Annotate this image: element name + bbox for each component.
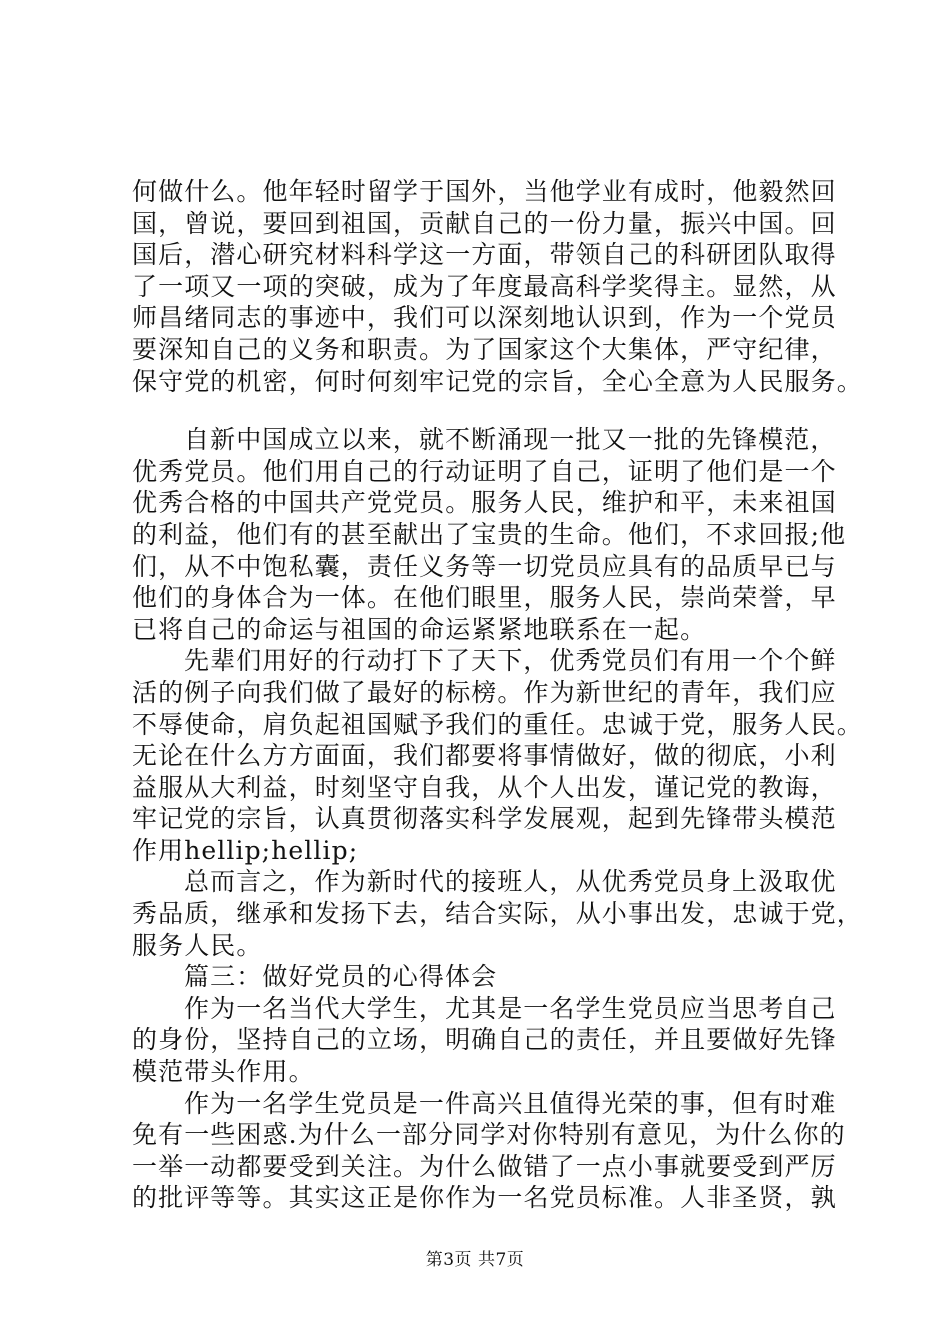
paragraph [132, 645, 863, 866]
text-line: 他们的身体合为一体。在他们眼里，服务人民，崇尚荣誉，早 [132, 583, 837, 613]
paragraph [132, 961, 852, 993]
paragraph [132, 424, 852, 645]
text-line: 国后，潜心研究材料科学这一方面，带领自己的科研团队取得 [132, 240, 837, 270]
text-line: 总而言之，作为新时代的接班人，从优秀党员身上汲取优 [184, 867, 837, 897]
text-line: 活的例子向我们做了最好的标榜。作为新世纪的青年，我们应 [132, 677, 837, 707]
text-line: 何做什么。他年轻时留学于国外，当他学业有成时，他毅然回 [132, 177, 837, 206]
text-line: 无论在什么方方面面，我们都要将事情做好，做的彻底，小利 [132, 741, 837, 771]
text-line: 优秀党员。他们用自己的行动证明了自己，证明了他们是一个 [132, 456, 837, 486]
text-line: 服务人民。 [132, 930, 263, 960]
text-line: 的利益，他们有的甚至献出了宝贵的生命。他们，不求回报;他 [132, 519, 847, 549]
text-line: 已将自己的命运与祖国的命运紧紧地联系在一起。 [132, 614, 707, 644]
text-line: 益服从大利益，时刻坚守自我，从个人出发，谨记党的教诲， [132, 772, 837, 802]
text-line: 模范带头作用。 [132, 1057, 315, 1087]
paragraph-gap [132, 397, 852, 424]
text-line: 作用hellip;hellip; [132, 835, 359, 865]
text-line: 不辱使命，肩负起祖国赋予我们的重任。忠诚于党，服务人民。 [132, 709, 863, 739]
paragraph [132, 866, 863, 961]
paragraph [132, 176, 863, 397]
text-line: 们，从不中饱私囊，责任义务等一切党员应具有的品质早已与 [132, 551, 837, 581]
text-line: 作为一名当代大学生，尤其是一名学生党员应当思考自己 [184, 993, 837, 1023]
text-line: 牢记党的宗旨，认真贯彻落实科学发展观，起到先锋带头模范 [132, 804, 837, 834]
text-line: 了一项又一项的突破，成为了年度最高科学奖得主。显然，从 [132, 271, 837, 301]
paragraph [132, 993, 852, 1088]
text-line: 作为一名学生党员是一件高兴且值得光荣的事，但有时难 [184, 1088, 837, 1118]
text-line: 的身份，坚持自己的立场，明确自己的责任，并且要做好先锋 [132, 1025, 837, 1055]
text-line: 优秀合格的中国共产党党员。服务人民，维护和平，未来祖国 [132, 488, 837, 518]
text-line: 免有一些困惑.为什么一部分同学对你特别有意见，为什么你的 [132, 1120, 846, 1150]
text-line: 要深知自己的义务和职责。为了国家这个大集体，严守纪律， [132, 334, 837, 364]
text-line: 先辈们用好的行动打下了天下，优秀党员们有用一个个鲜 [184, 646, 837, 676]
text-line: 自新中国成立以来，就不断涌现一批又一批的先锋模范， [184, 425, 837, 455]
page-footer: 第3页 共7页 [425, 1250, 525, 1270]
text-line: 秀品质，继承和发扬下去，结合实际，从小事出发，忠诚于党， [132, 899, 863, 929]
text-line: 篇三：做好党员的心得体会 [184, 962, 498, 992]
text-line: 师昌绪同志的事迹中，我们可以深刻地认识到，作为一个党员 [132, 303, 837, 333]
text-line: 一举一动都要受到关注。为什么做错了一点小事就要受到严厉 [132, 1151, 837, 1181]
paragraph [132, 1088, 852, 1214]
text-line: 的批评等等。其实这正是你作为一名党员标准。人非圣贤，孰 [132, 1183, 837, 1213]
text-line: 国，曾说，要回到祖国，贡献自己的一份力量，振兴中国。回 [132, 208, 837, 238]
text-line: 保守党的机密，何时何刻牢记党的宗旨，全心全意为人民服务。 [132, 366, 863, 396]
document-body [132, 176, 863, 1214]
